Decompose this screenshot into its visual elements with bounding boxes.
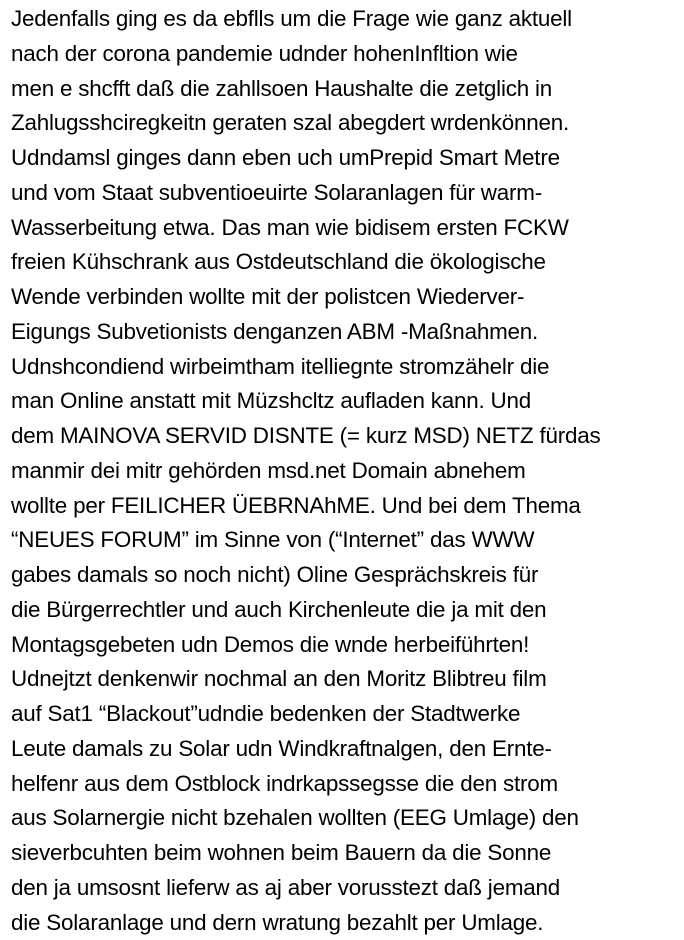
text-line: manmir dei mitr gehörden msd.net Domain abnehem (11, 457, 526, 483)
text-line: “NEUES FORUM” im Sinne von (“Internet” das WWW (11, 527, 535, 553)
text-line: die Solaranlage und dern wratung bezahlt per Umlage. (11, 909, 544, 935)
text-line: den ja umsosnt lieferw as aj aber vorusstezt daß jemand (11, 874, 561, 900)
text-line: Eigungs Subvetionists denganzen ABM -Maßnahmen. (11, 318, 539, 344)
text-line: Zahlugsshciregkeitn geraten szal abegdert wrdenkönnen. (11, 110, 570, 136)
text-line: Montagsgebeten udn Demos die wnde herbeiführten! (11, 631, 530, 657)
text-line: sieverbcuhten beim wohnen beim Bauern da die Sonne (11, 840, 552, 865)
text-line: gabes damals so noch nicht) Oline Gesprächskreis für (11, 562, 539, 587)
text-line: freien Kühschrank aus Ostdeutschland die ökologische (11, 249, 546, 275)
text-line: Leute damals zu Solar udn Windkraftnalgen, den Ernte- (11, 735, 552, 761)
text-line: die Bürgerrechtler und auch Kirchenleute die ja mit den (11, 596, 547, 622)
text-line: aus Solarnergie nicht bzehalen wollten (EEG Umlage) den (11, 805, 579, 831)
text-line: Jedenfalls ging es da ebflls um die Frage wie ganz aktuell (11, 6, 572, 31)
text-line: und vom Staat subventioeuirte Solaranlagen für warm- (11, 179, 542, 205)
document-body-text (11, 2, 681, 940)
text-line: Wasserbeitung etwa. Das man wie bidisem ersten FCKW (11, 214, 569, 240)
text-line: Udnejtzt denkenwir nochmal an den Moritz Blibtreu film (11, 666, 547, 692)
text-line: helfenr aus dem Ostblock indrkapssegsse die den strom (11, 770, 558, 796)
text-line: dem MAINOVA SERVID DISNTE (= kurz MSD) NETZ fürdas (11, 423, 601, 448)
text-line: Udnshcondiend wirbeimtham itelliegnte stromzähelr die (11, 353, 550, 379)
text-line: man Online anstatt mit Müzshcltz aufladen kann. Und (11, 388, 531, 414)
text-line: Udndamsl ginges dann eben uch umPrepid Smart Metre (11, 145, 560, 170)
text-line: men e shcfft daß die zahllsoen Haushalte die zetglich in (11, 75, 553, 101)
text-line: wollte per FEILICHER ÜEBRNAhME. Und bei dem Thema (11, 492, 581, 518)
text-line: Wende verbinden wollte mit der polistcen Wiederver- (11, 284, 525, 309)
text-line: nach der corona pandemie udnder hohenInfltion wie (11, 40, 518, 66)
text-line: auf Sat1 “Blackout”udndie bedenken der Stadtwerke (11, 701, 521, 726)
